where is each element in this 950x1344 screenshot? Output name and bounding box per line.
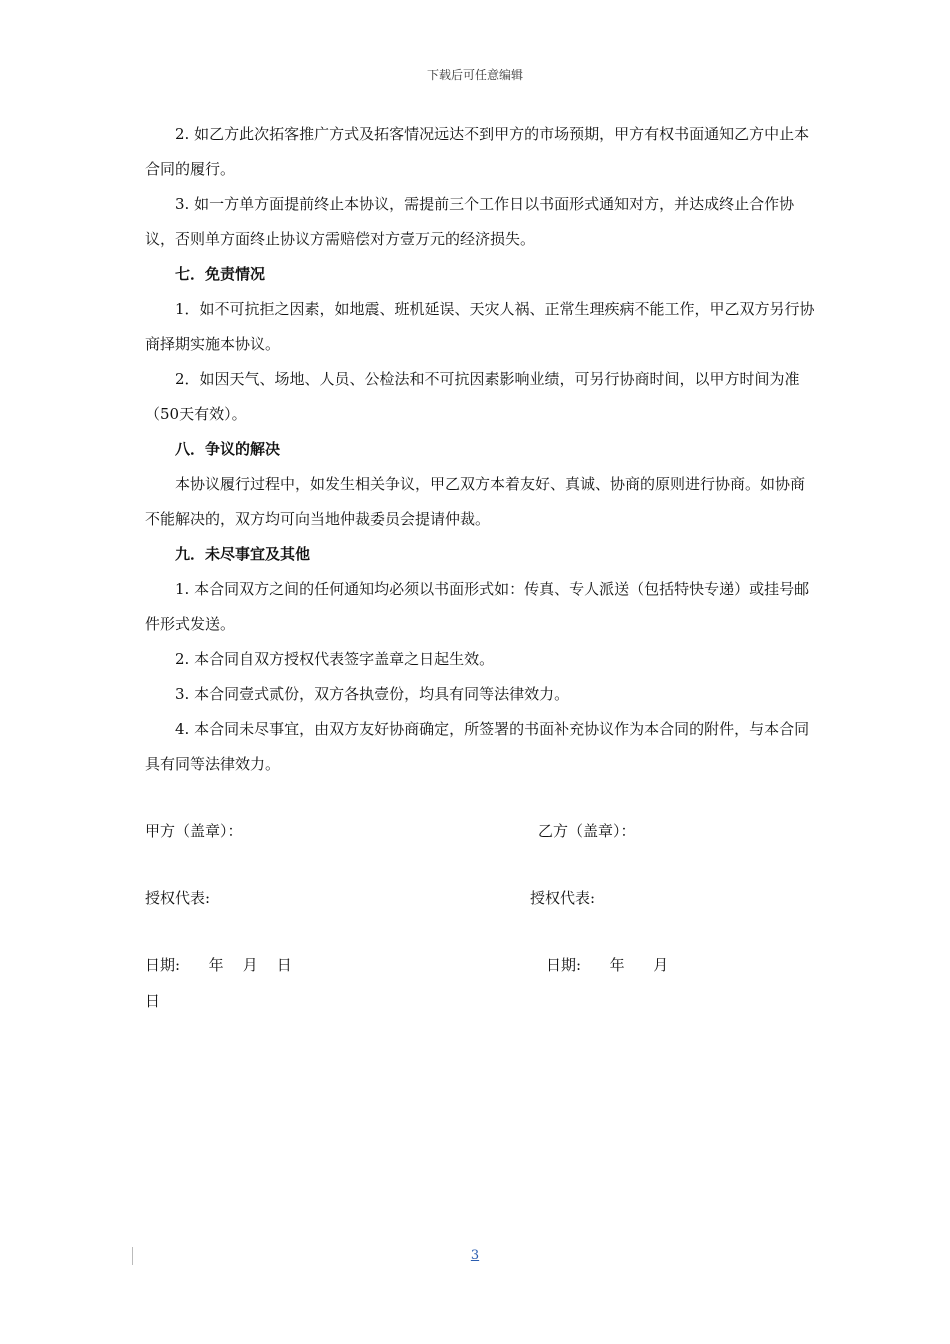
page-number[interactable]: 3: [470, 1248, 480, 1263]
clause-paragraph: 2. 如乙方此次拓客推广方式及拓客情况远达不到甲方的市场预期，甲方有权书面通知乙方中止本合同的履行。: [145, 125, 810, 178]
party-b-date-day: 日: [145, 992, 161, 1010]
section-heading: 七．免责情况: [175, 265, 266, 283]
clause-paragraph: 1．如不可抗拒之因素，如地震、班机延误、天灾人祸、正常生理疾病不能工作，甲乙双方另行协商择期实施本协议。: [145, 300, 815, 353]
section-heading: 九．未尽事宜及其他: [175, 545, 311, 563]
party-a-date-line: 日期: 年 月 日: [145, 956, 292, 974]
clause-paragraph: 3. 如一方单方面提前终止本协议，需提前三个工作日以书面形式通知对方，并达成终止合作协议，否则单方面终止协议方需赔偿对方壹万元的经济损失。: [145, 195, 795, 248]
clause-paragraph: 2．如因天气、场地、人员、公检法和不可抗因素影响业绩，可另行协商时间，以甲方时间为准（50天有效）。: [145, 370, 800, 423]
clause-paragraph: 4. 本合同未尽事宜，由双方友好协商确定，所签署的书面补充协议作为本合同的附件，与本合同具有同等法律效力。: [145, 720, 810, 773]
page-header: 下载后可任意编辑: [426, 68, 523, 82]
party-a-seal-label: 甲方（盖章）：: [145, 822, 243, 840]
section-heading: 八．争议的解决: [175, 440, 281, 458]
document-body: [145, 117, 817, 782]
clause-paragraph: 本协议履行过程中，如发生相关争议，甲乙双方本着友好、真诚、协商的原则进行协商。如协商不能解决的，双方均可向当地仲裁委员会提请仲裁。: [145, 475, 806, 528]
party-b-date-line: 日期: 年 月: [546, 956, 669, 974]
party-b-representative-label: 授权代表:: [530, 889, 596, 907]
clause-paragraph: 3. 本合同壹式贰份，双方各执壹份，均具有同等法律效力。: [175, 685, 570, 703]
clause-paragraph: 2. 本合同自双方授权代表签字盖章之日起生效。: [175, 650, 495, 668]
clause-paragraph: 1. 本合同双方之间的任何通知均必须以书面形式如：传真、专人派送（包括特快专递）或挂号邮件形式发送。: [145, 580, 810, 633]
party-a-representative-label: 授权代表:: [145, 889, 211, 907]
party-b-seal-label: 乙方（盖章）：: [538, 822, 636, 840]
